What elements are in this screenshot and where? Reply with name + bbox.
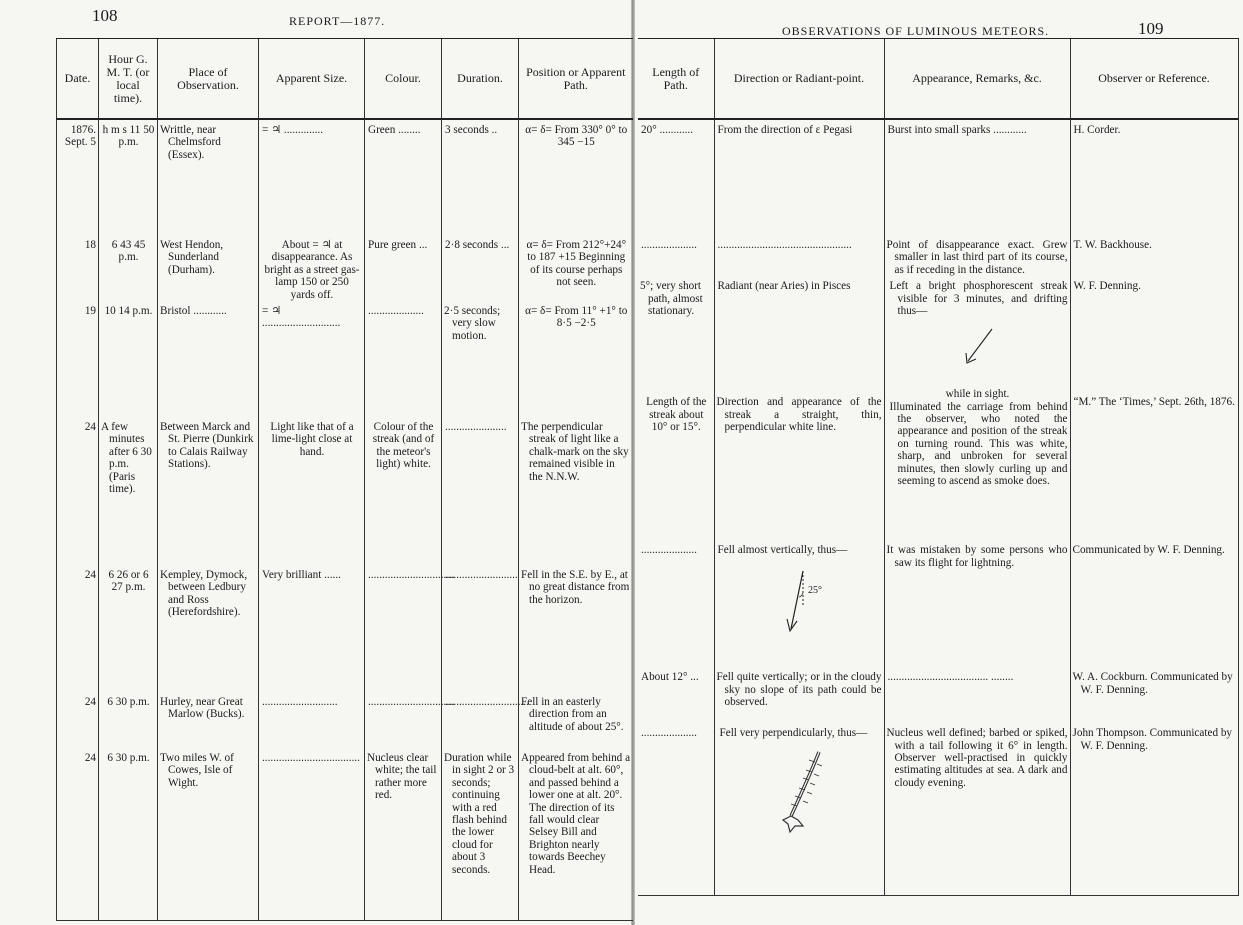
cell-place: Between Marck and St. Pierre (Dunkirk to Calais Railway Stations).: [158, 417, 259, 565]
cell-length: ....................: [641, 239, 697, 251]
cell-date: 24: [57, 692, 99, 748]
cell-date: 1876. Sept. 5: [57, 119, 99, 235]
cell-size: ...................................: [259, 748, 365, 920]
drifting-streak-sketch: [948, 323, 1008, 371]
cell-hour: 10 14 p.m.: [99, 301, 158, 417]
cell-observer: H. Corder.: [1070, 119, 1238, 235]
cell-observer: W. A. Cockburn. Communicated by W. F. Denning.: [1070, 667, 1238, 723]
cell-duration: ......................: [442, 417, 519, 565]
cell-place: Bristol ............: [158, 301, 259, 417]
cell-size: = ♃ ..............: [259, 119, 365, 235]
col-place: Place of Observation.: [158, 39, 259, 120]
cell-appearance: Point of disappearance exact. Grew smaller in last third part of its course, as if receding in the distance.: [884, 235, 1070, 276]
cell-appearance: [884, 388, 1070, 540]
meteor-table-right: [638, 38, 1239, 896]
cell-place: West Hendon, Sunderland (Durham).: [158, 235, 259, 301]
table-row: [638, 235, 1238, 276]
cell-position: Appeared from behind a cloud-belt at alt. 60°, and passed behind a lower one at alt. 20°. The direction of its fall would clear Selsey Bill and Brighton nearly towards Beechey Head.: [519, 748, 633, 920]
cell-duration: 2·5 seconds; very slow motion.: [442, 301, 519, 417]
col-appearance: Appearance, Remarks, &c.: [884, 39, 1070, 120]
cell-position: Fell in the S.E. by E., at no great distance from the horizon.: [519, 565, 633, 692]
cell-hour: h m s 11 50 p.m.: [99, 119, 158, 235]
cell-direction: Radiant (near Aries) in Pisces: [714, 276, 884, 392]
cell-size: = ♃ ............................: [259, 301, 365, 417]
col-hour: Hour G. M. T. (or local time).: [99, 39, 158, 120]
cell-position: Fell in an easterly direction from an altitude of about 25°.: [519, 692, 633, 748]
table-row: [638, 119, 1238, 235]
vertical-fall-sketch: [755, 563, 845, 643]
cell-direction: Fell quite vertically; or in the cloudy sky no slope of its path could be observed.: [714, 667, 884, 723]
cell-colour: ...............................: [365, 565, 442, 692]
cell-observer: “M.” The ‘Times,’ Sept. 26th, 1876.: [1070, 392, 1238, 540]
table-row: [57, 235, 633, 301]
table-row: [638, 667, 1238, 723]
meteor-table-left: [56, 38, 633, 921]
appearance-text: Left a bright phosphorescent streak visible for 3 minutes, and drifting thus—: [889, 280, 1068, 318]
cell-duration: ..........................: [442, 565, 519, 692]
right-page: [634, 0, 1243, 925]
cell-place: Kempley, Dymock, between Ledbury and Ross (Herefordshire).: [158, 565, 259, 692]
cell-direction: From the direction of ε Pegasi: [714, 119, 884, 235]
col-date: Date.: [57, 39, 99, 120]
table-row: [57, 119, 633, 235]
table-row: [638, 276, 1238, 392]
direction-text: Fell very perpendicularly, thus—: [719, 727, 868, 740]
cell-place: Writtle, near Chelmsford (Essex).: [158, 119, 259, 235]
page-number-right: 109: [1138, 19, 1164, 38]
cell-observer: Communicated by W. F. Denning.: [1070, 540, 1238, 667]
page-number-left: 108: [92, 6, 118, 25]
col-length: Length of Path.: [638, 39, 714, 120]
cell-colour: ....................: [365, 301, 442, 417]
table-row: [57, 417, 633, 565]
appearance-continuation: while in sight.: [945, 388, 1010, 401]
cell-date: 19: [57, 301, 99, 417]
cell-length: Length of the streak about 10° or 15°.: [646, 396, 707, 434]
cell-date: 24: [57, 565, 99, 692]
col-size: Apparent Size.: [259, 39, 365, 120]
cell-duration: 3 seconds ..: [442, 119, 519, 235]
appearance-text: Illuminated the carriage from behind the observer, who noted the appearance and position of the streak on turning round. This was white, sharp, and unbroken for several minutes, then slowly curling up and seeming to ascend as smoke does.: [889, 400, 1068, 488]
cell-date: 24: [57, 748, 99, 920]
col-position: Position or Apparent Path.: [519, 39, 633, 120]
cell-direction: [714, 540, 884, 667]
cell-size: ...........................: [259, 692, 365, 748]
cell-hour: 6 26 or 6 27 p.m.: [99, 565, 158, 692]
cell-date: 24: [57, 417, 99, 565]
col-duration: Duration.: [442, 39, 519, 120]
running-head-left: REPORT—1877.: [289, 14, 386, 28]
cell-appearance: [884, 276, 1070, 392]
cell-direction: [714, 723, 884, 895]
table-row: [638, 392, 1238, 540]
cell-size: Light like that of a lime-light close at hand.: [259, 417, 365, 565]
running-head-right: OBSERVATIONS OF LUMINOUS METEORS.: [782, 24, 1050, 38]
cell-appearance: Burst into small sparks ............: [884, 119, 1070, 235]
table-row: [638, 540, 1238, 667]
cell-duration: ..............................: [442, 692, 519, 748]
header-row-right: [638, 39, 1238, 120]
cell-place: Two miles W. of Cowes, Isle of Wight.: [158, 748, 259, 920]
cell-direction: Direction and appearance of the streak a straight, thin, perpendicular white line.: [714, 392, 884, 540]
cell-hour: 6 43 45 p.m.: [99, 235, 158, 301]
cell-observer: T. W. Backhouse.: [1070, 235, 1238, 276]
table-row: [57, 301, 633, 417]
cell-observer: John Thompson. Communicated by W. F. Denning.: [1070, 723, 1238, 895]
cell-length: About 12° ...: [641, 671, 699, 684]
cell-position: α= δ= From 330° 0° to 345 −15: [519, 119, 633, 235]
barbed-meteor-sketch: [765, 746, 835, 838]
cell-date: 18: [57, 235, 99, 301]
cell-place: Hurley, near Great Marlow (Bucks).: [158, 692, 259, 748]
cell-size: About = ♃ at disappearance. As bright as a street gas-lamp 150 or 250 yards off.: [259, 235, 365, 301]
cell-length: 5°; very short path, almost stationary.: [640, 280, 703, 318]
cell-position: α= δ= From 11° +1° to 8·5 −2·5: [519, 301, 633, 417]
cell-appearance: .................................... ........: [884, 667, 1070, 723]
cell-colour: ...............................: [365, 692, 442, 748]
cell-hour: A few minutes after 6 30 p.m. (Paris time).: [99, 417, 158, 565]
header-row-left: [57, 39, 633, 120]
table-row: [57, 692, 633, 748]
cell-length: ....................: [641, 544, 697, 557]
table-row: [638, 723, 1238, 895]
cell-colour: Nucleus clear white; the tail rather more red.: [365, 748, 442, 920]
table-row: [57, 748, 633, 920]
col-observer: Observer or Reference.: [1070, 39, 1238, 120]
cell-duration: Duration while in sight 2 or 3 seconds; continuing with a red flash behind the lower cloud for about 3 seconds.: [442, 748, 519, 920]
cell-observer: W. F. Denning.: [1070, 276, 1238, 392]
cell-position: α= δ= From 212°+24° to 187 +15 Beginning of its course perhaps not seen.: [519, 235, 633, 301]
col-colour: Colour.: [365, 39, 442, 120]
table-row: [57, 565, 633, 692]
cell-size: Very brilliant ......: [259, 565, 365, 692]
cell-direction: ................................................: [714, 235, 884, 276]
cell-position: The perpendicular streak of light like a chalk-mark on the sky remained visible in the N.N.W.: [519, 417, 633, 565]
cell-duration: 2·8 seconds ...: [442, 235, 519, 301]
col-direction: Direction or Radiant-point.: [714, 39, 884, 120]
cell-length: 20° ............: [641, 124, 694, 136]
cell-hour: 6 30 p.m.: [99, 692, 158, 748]
cell-hour: 6 30 p.m.: [99, 748, 158, 920]
cell-colour: Colour of the streak (and of the meteor's light) white.: [365, 417, 442, 565]
cell-appearance: It was mistaken by some persons who saw its flight for lightning.: [884, 540, 1070, 667]
cell-colour: Pure green ...: [365, 235, 442, 301]
cell-appearance: Nucleus well defined; barbed or spiked, with a tail following it 6° in length. Observer well-practised in quickly estimating altitudes at sea. A dark and cloudy evening.: [884, 723, 1070, 895]
angle-label: 25°: [807, 584, 822, 596]
cell-length: ....................: [638, 723, 714, 895]
cell-colour: Green ........: [365, 119, 442, 235]
direction-text: Fell almost vertically, thus—: [717, 544, 848, 557]
